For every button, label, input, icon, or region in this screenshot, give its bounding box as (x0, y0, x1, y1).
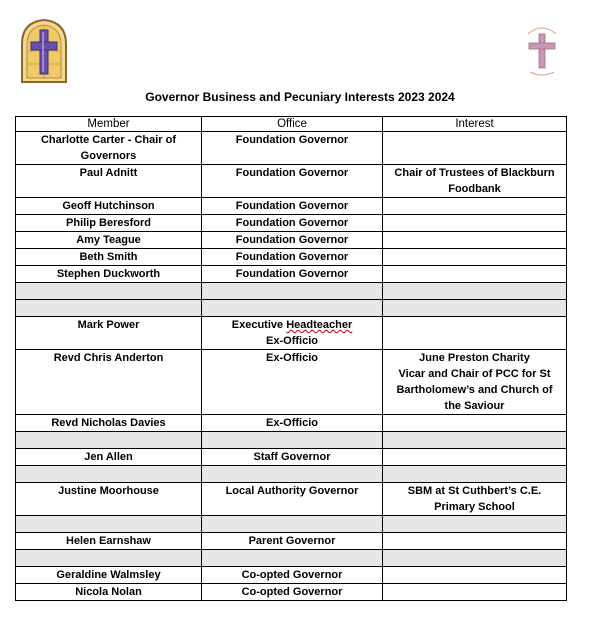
cell-member-line: Paul Adnitt (79, 167, 138, 179)
cell-office (202, 415, 383, 432)
cell-office (202, 567, 383, 584)
cell-office-line: Foundation Governor (235, 167, 349, 179)
cell-interest (383, 300, 567, 317)
document-title: Governor Business and Pecuniary Interests 2023 2024 (145, 90, 455, 104)
cell-member-line: Helen Earnshaw (66, 535, 151, 547)
table-row (16, 350, 567, 415)
cell-office-line: Foundation Governor (235, 251, 349, 263)
cell-member (16, 283, 202, 300)
cell-member-line: Mark Power (77, 319, 140, 331)
cell-office (202, 198, 383, 215)
cell-interest (383, 449, 567, 466)
cell-interest-line: June Preston Charity (419, 352, 530, 364)
table-row (16, 533, 567, 550)
table-row (16, 232, 567, 249)
cell-office-line: Foundation Governor (235, 134, 349, 146)
table-row (16, 266, 567, 283)
cell-office (202, 550, 383, 567)
table-row (16, 198, 567, 215)
governor-interests-table (15, 116, 567, 601)
cell-interest-line: Vicar and Chair of PCC for St Bartholomew’s and Church of the Saviour (396, 368, 553, 412)
cell-interest (383, 266, 567, 283)
cell-office (202, 449, 383, 466)
table-row (16, 165, 567, 198)
cell-member (16, 466, 202, 483)
cell-member (16, 483, 202, 516)
cell-interest (383, 567, 567, 584)
cell-member (16, 567, 202, 584)
cell-office-line: Staff Governor (253, 451, 331, 463)
cell-member-line: Amy Teague (76, 234, 141, 246)
cell-office-line: Ex-Officio (266, 417, 318, 429)
cell-interest (383, 215, 567, 232)
cell-interest (383, 584, 567, 601)
pink-cross-emblem-icon (522, 22, 562, 78)
stained-glass-cross-logo-icon (20, 18, 68, 84)
cell-office (202, 232, 383, 249)
cell-office (202, 249, 383, 266)
spacer-row (16, 300, 567, 317)
cell-interest (383, 533, 567, 550)
cell-office-line: Co-opted Governor (241, 586, 343, 598)
table-row (16, 567, 567, 584)
cell-office-line: Foundation Governor (235, 234, 349, 246)
cell-member-line: Justine Moorhouse (58, 485, 159, 497)
cell-office (202, 432, 383, 449)
table-row (16, 317, 567, 350)
spacer-row (16, 466, 567, 483)
column-header-office: Office (202, 117, 383, 132)
spacer-row (16, 550, 567, 567)
cell-member-line: Beth Smith (79, 251, 138, 263)
cell-interest (383, 132, 567, 165)
table-row (16, 215, 567, 232)
cell-office-line: Ex-Officio (266, 335, 318, 347)
cell-member (16, 300, 202, 317)
cell-interest-line: SBM at St Cuthbert’s C.E. Primary School (407, 485, 542, 513)
cell-interest-line: Chair of Trustees of Blackburn Foodbank (394, 167, 555, 195)
cell-member (16, 584, 202, 601)
cell-office (202, 584, 383, 601)
cell-interest (383, 249, 567, 266)
cell-office (202, 300, 383, 317)
cell-interest (383, 516, 567, 533)
cell-office (202, 483, 383, 516)
cell-member (16, 132, 202, 165)
cell-member-line: Stephen Duckworth (56, 268, 161, 280)
cell-member (16, 550, 202, 567)
cell-office-line: Executive Headteacher (231, 319, 353, 331)
cell-office (202, 132, 383, 165)
cell-office-line: Foundation Governor (235, 268, 349, 280)
cell-office-line: Foundation Governor (235, 200, 349, 212)
table-row (16, 415, 567, 432)
cell-member (16, 249, 202, 266)
cell-interest (383, 432, 567, 449)
cell-interest (383, 283, 567, 300)
cell-office (202, 266, 383, 283)
table-row (16, 132, 567, 165)
cell-interest (383, 198, 567, 215)
cell-member-line: Philip Beresford (66, 217, 151, 229)
spacer-row (16, 283, 567, 300)
table-row (16, 449, 567, 466)
cell-office-line: Local Authority Governor (225, 485, 359, 497)
cell-member (16, 533, 202, 550)
cell-member (16, 317, 202, 350)
cell-interest (383, 466, 567, 483)
cell-member-line: Revd Chris Anderton (53, 352, 164, 364)
cell-office (202, 283, 383, 300)
cell-member-line: Charlotte Carter - Chair of Governors (40, 134, 177, 162)
cell-office (202, 533, 383, 550)
cell-interest (383, 317, 567, 350)
cell-member (16, 165, 202, 198)
spacer-row (16, 432, 567, 449)
cell-member (16, 350, 202, 415)
column-header-member: Member (16, 117, 202, 132)
cell-member (16, 215, 202, 232)
table-row (16, 584, 567, 601)
cell-member (16, 516, 202, 533)
cell-interest (383, 415, 567, 432)
cell-member (16, 449, 202, 466)
table-row (16, 483, 567, 516)
table-row (16, 249, 567, 266)
column-header-interest: Interest (383, 117, 567, 132)
cell-member-line: Geoff Hutchinson (62, 200, 155, 212)
cell-office (202, 466, 383, 483)
svg-text:· · · · ·: · · · · · (536, 25, 548, 30)
cell-office (202, 165, 383, 198)
cell-member (16, 432, 202, 449)
cell-member-line: Nicola Nolan (75, 586, 142, 598)
cell-office (202, 350, 383, 415)
table-header-row (16, 117, 567, 132)
cell-member (16, 232, 202, 249)
cell-office-line: Co-opted Governor (241, 569, 343, 581)
cell-interest (383, 232, 567, 249)
cell-interest (383, 550, 567, 567)
cell-member-line: Jen Allen (84, 451, 133, 463)
cell-member-line: Revd Nicholas Davies (51, 417, 166, 429)
cell-interest (383, 350, 567, 415)
spacer-row (16, 516, 567, 533)
cell-member (16, 415, 202, 432)
cell-member (16, 266, 202, 283)
cell-office (202, 215, 383, 232)
cell-office (202, 516, 383, 533)
cell-member (16, 198, 202, 215)
cell-office-line: Parent Governor (248, 535, 336, 547)
cell-office-line: Ex-Officio (266, 352, 318, 364)
cell-interest (383, 483, 567, 516)
cell-member-line: Geraldine Walmsley (56, 569, 161, 581)
cell-interest (383, 165, 567, 198)
cell-office-line: Foundation Governor (235, 217, 349, 229)
cell-office (202, 317, 383, 350)
